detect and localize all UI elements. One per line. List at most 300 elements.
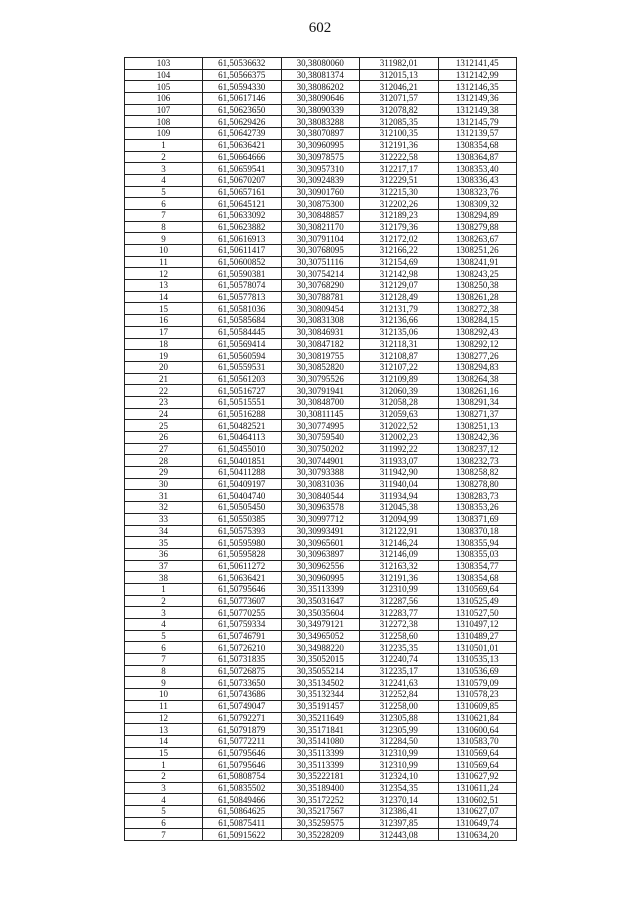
- latitude-cell: 61,50915622: [203, 829, 282, 841]
- point-number-cell: 10: [125, 689, 203, 701]
- longitude-cell: 30,30793388: [281, 467, 360, 479]
- longitude-cell: 30,30960995: [281, 572, 360, 584]
- latitude-cell: 61,50749047: [203, 700, 282, 712]
- x-coordinate-cell: 312272,38: [360, 619, 439, 631]
- latitude-cell: 61,50864625: [203, 806, 282, 818]
- table-row: [125, 256, 517, 268]
- table-row: [125, 794, 517, 806]
- x-coordinate-cell: 312324,10: [360, 770, 439, 782]
- y-coordinate-cell: 1308242,36: [438, 432, 517, 444]
- latitude-cell: 61,50795646: [203, 583, 282, 595]
- x-coordinate-cell: 312217,17: [360, 163, 439, 175]
- point-number-cell: 6: [125, 198, 203, 210]
- table-row: [125, 548, 517, 560]
- y-coordinate-cell: 1310497,12: [438, 619, 517, 631]
- y-coordinate-cell: 1308237,12: [438, 443, 517, 455]
- y-coordinate-cell: 1308272,38: [438, 303, 517, 315]
- x-coordinate-cell: 311942,90: [360, 467, 439, 479]
- x-coordinate-cell: 312258,60: [360, 630, 439, 642]
- longitude-cell: 30,38083288: [281, 116, 360, 128]
- y-coordinate-cell: 1310583,70: [438, 735, 517, 747]
- latitude-cell: 61,50611272: [203, 560, 282, 572]
- longitude-cell: 30,30791104: [281, 233, 360, 245]
- y-coordinate-cell: 1308294,83: [438, 361, 517, 373]
- longitude-cell: 30,30819755: [281, 350, 360, 362]
- point-number-cell: 1: [125, 583, 203, 595]
- point-number-cell: 3: [125, 782, 203, 794]
- latitude-cell: 61,50611417: [203, 245, 282, 257]
- x-coordinate-cell: 312059,63: [360, 408, 439, 420]
- longitude-cell: 30,35191457: [281, 700, 360, 712]
- table-row: [125, 735, 517, 747]
- page-number: 602: [308, 20, 332, 36]
- table-row: [125, 198, 517, 210]
- point-number-cell: 1: [125, 139, 203, 151]
- latitude-cell: 61,50642739: [203, 128, 282, 140]
- table-row: [125, 221, 517, 233]
- y-coordinate-cell: 1310649,74: [438, 817, 517, 829]
- table-row: [125, 490, 517, 502]
- longitude-cell: 30,30768095: [281, 245, 360, 257]
- latitude-cell: 61,50616913: [203, 233, 282, 245]
- longitude-cell: 30,35211649: [281, 712, 360, 724]
- table-row: [125, 619, 517, 631]
- point-number-cell: 9: [125, 677, 203, 689]
- x-coordinate-cell: 312154,69: [360, 256, 439, 268]
- table-row: [125, 654, 517, 666]
- longitude-cell: 30,35189400: [281, 782, 360, 794]
- x-coordinate-cell: 312310,99: [360, 583, 439, 595]
- table-row: [125, 338, 517, 350]
- point-number-cell: 36: [125, 548, 203, 560]
- y-coordinate-cell: 1310489,27: [438, 630, 517, 642]
- x-coordinate-cell: 312229,51: [360, 174, 439, 186]
- point-number-cell: 8: [125, 221, 203, 233]
- longitude-cell: 30,30924839: [281, 174, 360, 186]
- table-row: [125, 303, 517, 315]
- x-coordinate-cell: 312045,38: [360, 502, 439, 514]
- point-number-cell: 33: [125, 513, 203, 525]
- table-row: [125, 829, 517, 841]
- y-coordinate-cell: 1308371,69: [438, 513, 517, 525]
- x-coordinate-cell: 312287,56: [360, 595, 439, 607]
- x-coordinate-cell: 312241,63: [360, 677, 439, 689]
- longitude-cell: 30,35171841: [281, 724, 360, 736]
- point-number-cell: 20: [125, 361, 203, 373]
- x-coordinate-cell: 312146,24: [360, 537, 439, 549]
- point-number-cell: 15: [125, 303, 203, 315]
- x-coordinate-cell: 312370,14: [360, 794, 439, 806]
- y-coordinate-cell: 1310600,64: [438, 724, 517, 736]
- x-coordinate-cell: 312235,17: [360, 665, 439, 677]
- point-number-cell: 10: [125, 245, 203, 257]
- latitude-cell: 61,50401851: [203, 455, 282, 467]
- latitude-cell: 61,50560594: [203, 350, 282, 362]
- latitude-cell: 61,50835502: [203, 782, 282, 794]
- table-row: [125, 513, 517, 525]
- table-row: [125, 69, 517, 81]
- point-number-cell: 24: [125, 408, 203, 420]
- x-coordinate-cell: 312397,85: [360, 817, 439, 829]
- point-number-cell: 14: [125, 291, 203, 303]
- x-coordinate-cell: 311982,01: [360, 58, 439, 70]
- point-number-cell: 4: [125, 794, 203, 806]
- point-number-cell: 21: [125, 373, 203, 385]
- y-coordinate-cell: 1308353,26: [438, 502, 517, 514]
- point-number-cell: 4: [125, 174, 203, 186]
- latitude-cell: 61,50659541: [203, 163, 282, 175]
- table-row: [125, 560, 517, 572]
- point-number-cell: 31: [125, 490, 203, 502]
- latitude-cell: 61,50731835: [203, 654, 282, 666]
- longitude-cell: 30,35141080: [281, 735, 360, 747]
- point-number-cell: 15: [125, 747, 203, 759]
- longitude-cell: 30,38070897: [281, 128, 360, 140]
- table-row: [125, 677, 517, 689]
- point-number-cell: 22: [125, 385, 203, 397]
- point-number-cell: 25: [125, 420, 203, 432]
- longitude-cell: 30,30809454: [281, 303, 360, 315]
- table-row: [125, 443, 517, 455]
- y-coordinate-cell: 1308250,38: [438, 280, 517, 292]
- x-coordinate-cell: 312058,28: [360, 396, 439, 408]
- x-coordinate-cell: 312046,21: [360, 81, 439, 93]
- x-coordinate-cell: 311940,04: [360, 478, 439, 490]
- table-row: [125, 689, 517, 701]
- x-coordinate-cell: 312258,00: [360, 700, 439, 712]
- table-row: [125, 151, 517, 163]
- y-coordinate-cell: 1308309,32: [438, 198, 517, 210]
- longitude-cell: 30,30791941: [281, 385, 360, 397]
- longitude-cell: 30,30795526: [281, 373, 360, 385]
- y-coordinate-cell: 1308264,38: [438, 373, 517, 385]
- y-coordinate-cell: 1310602,51: [438, 794, 517, 806]
- y-coordinate-cell: 1312141,45: [438, 58, 517, 70]
- table-row: [125, 139, 517, 151]
- x-coordinate-cell: 312100,35: [360, 128, 439, 140]
- longitude-cell: 30,38086202: [281, 81, 360, 93]
- table-row: [125, 432, 517, 444]
- latitude-cell: 61,50569414: [203, 338, 282, 350]
- point-number-cell: 16: [125, 315, 203, 327]
- table-row: [125, 665, 517, 677]
- table-row: [125, 724, 517, 736]
- longitude-cell: 30,35113399: [281, 759, 360, 771]
- y-coordinate-cell: 1308291,34: [438, 396, 517, 408]
- y-coordinate-cell: 1310527,50: [438, 607, 517, 619]
- y-coordinate-cell: 1308261,16: [438, 385, 517, 397]
- latitude-cell: 61,50792271: [203, 712, 282, 724]
- y-coordinate-cell: 1308241,91: [438, 256, 517, 268]
- table-row: [125, 315, 517, 327]
- x-coordinate-cell: 312240,74: [360, 654, 439, 666]
- x-coordinate-cell: 312305,88: [360, 712, 439, 724]
- latitude-cell: 61,50594330: [203, 81, 282, 93]
- point-number-cell: 35: [125, 537, 203, 549]
- latitude-cell: 61,50746791: [203, 630, 282, 642]
- longitude-cell: 30,30821170: [281, 221, 360, 233]
- latitude-cell: 61,50773607: [203, 595, 282, 607]
- y-coordinate-cell: 1312149,38: [438, 104, 517, 116]
- longitude-cell: 30,35217567: [281, 806, 360, 818]
- longitude-cell: 30,38080060: [281, 58, 360, 70]
- table-row: [125, 408, 517, 420]
- y-coordinate-cell: 1310569,64: [438, 759, 517, 771]
- point-number-cell: 5: [125, 806, 203, 818]
- y-coordinate-cell: 1312139,57: [438, 128, 517, 140]
- y-coordinate-cell: 1308232,73: [438, 455, 517, 467]
- table-row: [125, 583, 517, 595]
- longitude-cell: 30,35052015: [281, 654, 360, 666]
- point-number-cell: 2: [125, 151, 203, 163]
- x-coordinate-cell: 312128,49: [360, 291, 439, 303]
- latitude-cell: 61,50759334: [203, 619, 282, 631]
- y-coordinate-cell: 1310627,07: [438, 806, 517, 818]
- table-row: [125, 806, 517, 818]
- latitude-cell: 61,50633092: [203, 209, 282, 221]
- table-row: [125, 712, 517, 724]
- latitude-cell: 61,50726875: [203, 665, 282, 677]
- table-row: [125, 478, 517, 490]
- latitude-cell: 61,50516288: [203, 408, 282, 420]
- x-coordinate-cell: 312215,30: [360, 186, 439, 198]
- longitude-cell: 30,30848857: [281, 209, 360, 221]
- y-coordinate-cell: 1308355,03: [438, 548, 517, 560]
- latitude-cell: 61,50566375: [203, 69, 282, 81]
- point-number-cell: 28: [125, 455, 203, 467]
- y-coordinate-cell: 1310621,84: [438, 712, 517, 724]
- x-coordinate-cell: 312191,36: [360, 572, 439, 584]
- table-row: [125, 817, 517, 829]
- point-number-cell: 12: [125, 268, 203, 280]
- latitude-cell: 61,50670207: [203, 174, 282, 186]
- latitude-cell: 61,50404740: [203, 490, 282, 502]
- longitude-cell: 30,30754214: [281, 268, 360, 280]
- point-number-cell: 23: [125, 396, 203, 408]
- y-coordinate-cell: 1312146,35: [438, 81, 517, 93]
- point-number-cell: 6: [125, 642, 203, 654]
- x-coordinate-cell: 312002,23: [360, 432, 439, 444]
- table-row: [125, 93, 517, 105]
- y-coordinate-cell: 1308251,13: [438, 420, 517, 432]
- point-number-cell: 13: [125, 724, 203, 736]
- table-row: [125, 595, 517, 607]
- table-row: [125, 525, 517, 537]
- y-coordinate-cell: 1308354,68: [438, 139, 517, 151]
- longitude-cell: 30,30993491: [281, 525, 360, 537]
- table-row: [125, 104, 517, 116]
- y-coordinate-cell: 1308258,82: [438, 467, 517, 479]
- longitude-cell: 30,30774995: [281, 420, 360, 432]
- latitude-cell: 61,50849466: [203, 794, 282, 806]
- y-coordinate-cell: 1312145,79: [438, 116, 517, 128]
- latitude-cell: 61,50561203: [203, 373, 282, 385]
- x-coordinate-cell: 311934,94: [360, 490, 439, 502]
- coordinates-table: [124, 57, 517, 841]
- table-row: [125, 467, 517, 479]
- point-number-cell: 6: [125, 817, 203, 829]
- table-row: [125, 455, 517, 467]
- point-number-cell: 8: [125, 665, 203, 677]
- longitude-cell: 30,35172252: [281, 794, 360, 806]
- longitude-cell: 30,30846931: [281, 326, 360, 338]
- x-coordinate-cell: 312109,89: [360, 373, 439, 385]
- longitude-cell: 30,30847182: [281, 338, 360, 350]
- table-row: [125, 420, 517, 432]
- x-coordinate-cell: 312118,31: [360, 338, 439, 350]
- y-coordinate-cell: 1308283,73: [438, 490, 517, 502]
- table-row: [125, 280, 517, 292]
- longitude-cell: 30,30768290: [281, 280, 360, 292]
- point-number-cell: 108: [125, 116, 203, 128]
- table-row: [125, 326, 517, 338]
- x-coordinate-cell: 312172,02: [360, 233, 439, 245]
- latitude-cell: 61,50623882: [203, 221, 282, 233]
- point-number-cell: 30: [125, 478, 203, 490]
- longitude-cell: 30,35055214: [281, 665, 360, 677]
- longitude-cell: 30,35035604: [281, 607, 360, 619]
- latitude-cell: 61,50505450: [203, 502, 282, 514]
- table-row: [125, 128, 517, 140]
- longitude-cell: 30,38090646: [281, 93, 360, 105]
- longitude-cell: 30,35222181: [281, 770, 360, 782]
- point-number-cell: 104: [125, 69, 203, 81]
- x-coordinate-cell: 312166,22: [360, 245, 439, 257]
- y-coordinate-cell: 1310609,85: [438, 700, 517, 712]
- point-number-cell: 5: [125, 186, 203, 198]
- y-coordinate-cell: 1312142,99: [438, 69, 517, 81]
- x-coordinate-cell: 312310,99: [360, 759, 439, 771]
- longitude-cell: 30,30831308: [281, 315, 360, 327]
- longitude-cell: 30,30960995: [281, 139, 360, 151]
- point-number-cell: 29: [125, 467, 203, 479]
- y-coordinate-cell: 1308279,88: [438, 221, 517, 233]
- longitude-cell: 30,30963897: [281, 548, 360, 560]
- x-coordinate-cell: 312189,23: [360, 209, 439, 221]
- latitude-cell: 61,50743686: [203, 689, 282, 701]
- y-coordinate-cell: 1308243,25: [438, 268, 517, 280]
- longitude-cell: 30,30957310: [281, 163, 360, 175]
- latitude-cell: 61,50617146: [203, 93, 282, 105]
- y-coordinate-cell: 1310501,01: [438, 642, 517, 654]
- point-number-cell: 2: [125, 770, 203, 782]
- x-coordinate-cell: 312386,41: [360, 806, 439, 818]
- x-coordinate-cell: 312078,82: [360, 104, 439, 116]
- point-number-cell: 14: [125, 735, 203, 747]
- x-coordinate-cell: 312142,98: [360, 268, 439, 280]
- point-number-cell: 7: [125, 654, 203, 666]
- latitude-cell: 61,50636421: [203, 572, 282, 584]
- point-number-cell: 11: [125, 700, 203, 712]
- table-row: [125, 268, 517, 280]
- longitude-cell: 30,30875300: [281, 198, 360, 210]
- x-coordinate-cell: 312146,09: [360, 548, 439, 560]
- latitude-cell: 61,50623650: [203, 104, 282, 116]
- longitude-cell: 30,30744901: [281, 455, 360, 467]
- x-coordinate-cell: 312163,32: [360, 560, 439, 572]
- latitude-cell: 61,50584445: [203, 326, 282, 338]
- y-coordinate-cell: 1308261,28: [438, 291, 517, 303]
- y-coordinate-cell: 1310569,64: [438, 747, 517, 759]
- latitude-cell: 61,50664666: [203, 151, 282, 163]
- y-coordinate-cell: 1308364,87: [438, 151, 517, 163]
- y-coordinate-cell: 1310627,92: [438, 770, 517, 782]
- latitude-cell: 61,50657161: [203, 186, 282, 198]
- longitude-cell: 30,35113399: [281, 583, 360, 595]
- x-coordinate-cell: 312136,66: [360, 315, 439, 327]
- x-coordinate-cell: 312443,08: [360, 829, 439, 841]
- latitude-cell: 61,50590381: [203, 268, 282, 280]
- longitude-cell: 30,30852820: [281, 361, 360, 373]
- longitude-cell: 30,35031647: [281, 595, 360, 607]
- table-row: [125, 233, 517, 245]
- latitude-cell: 61,50536632: [203, 58, 282, 70]
- longitude-cell: 30,30963578: [281, 502, 360, 514]
- x-coordinate-cell: 312191,36: [360, 139, 439, 151]
- x-coordinate-cell: 312015,13: [360, 69, 439, 81]
- longitude-cell: 30,35113399: [281, 747, 360, 759]
- latitude-cell: 61,50575393: [203, 525, 282, 537]
- latitude-cell: 61,50645121: [203, 198, 282, 210]
- latitude-cell: 61,50772211: [203, 735, 282, 747]
- coordinates-table-body: [125, 58, 517, 841]
- y-coordinate-cell: 1310611,24: [438, 782, 517, 794]
- table-row: [125, 116, 517, 128]
- point-number-cell: 17: [125, 326, 203, 338]
- x-coordinate-cell: 312135,06: [360, 326, 439, 338]
- point-number-cell: 3: [125, 607, 203, 619]
- y-coordinate-cell: 1308292,12: [438, 338, 517, 350]
- table-row: [125, 782, 517, 794]
- longitude-cell: 30,30901760: [281, 186, 360, 198]
- point-number-cell: 7: [125, 209, 203, 221]
- latitude-cell: 61,50875411: [203, 817, 282, 829]
- longitude-cell: 30,30788781: [281, 291, 360, 303]
- x-coordinate-cell: 312354,35: [360, 782, 439, 794]
- x-coordinate-cell: 312131,79: [360, 303, 439, 315]
- x-coordinate-cell: 312107,22: [360, 361, 439, 373]
- table-row: [125, 163, 517, 175]
- latitude-cell: 61,50733650: [203, 677, 282, 689]
- y-coordinate-cell: 1308355,94: [438, 537, 517, 549]
- latitude-cell: 61,50585684: [203, 315, 282, 327]
- table-row: [125, 174, 517, 186]
- latitude-cell: 61,50515551: [203, 396, 282, 408]
- latitude-cell: 61,50629426: [203, 116, 282, 128]
- y-coordinate-cell: 1310579,09: [438, 677, 517, 689]
- table-row: [125, 700, 517, 712]
- latitude-cell: 61,50455010: [203, 443, 282, 455]
- x-coordinate-cell: 312202,26: [360, 198, 439, 210]
- x-coordinate-cell: 312022,52: [360, 420, 439, 432]
- y-coordinate-cell: 1310535,13: [438, 654, 517, 666]
- table-row: [125, 209, 517, 221]
- point-number-cell: 32: [125, 502, 203, 514]
- longitude-cell: 30,30750202: [281, 443, 360, 455]
- point-number-cell: 38: [125, 572, 203, 584]
- point-number-cell: 109: [125, 128, 203, 140]
- table-row: [125, 291, 517, 303]
- y-coordinate-cell: 1308370,18: [438, 525, 517, 537]
- latitude-cell: 61,50411288: [203, 467, 282, 479]
- latitude-cell: 61,50464113: [203, 432, 282, 444]
- x-coordinate-cell: 312108,87: [360, 350, 439, 362]
- y-coordinate-cell: 1308323,76: [438, 186, 517, 198]
- y-coordinate-cell: 1308292,43: [438, 326, 517, 338]
- point-number-cell: 103: [125, 58, 203, 70]
- latitude-cell: 61,50581036: [203, 303, 282, 315]
- x-coordinate-cell: 312094,99: [360, 513, 439, 525]
